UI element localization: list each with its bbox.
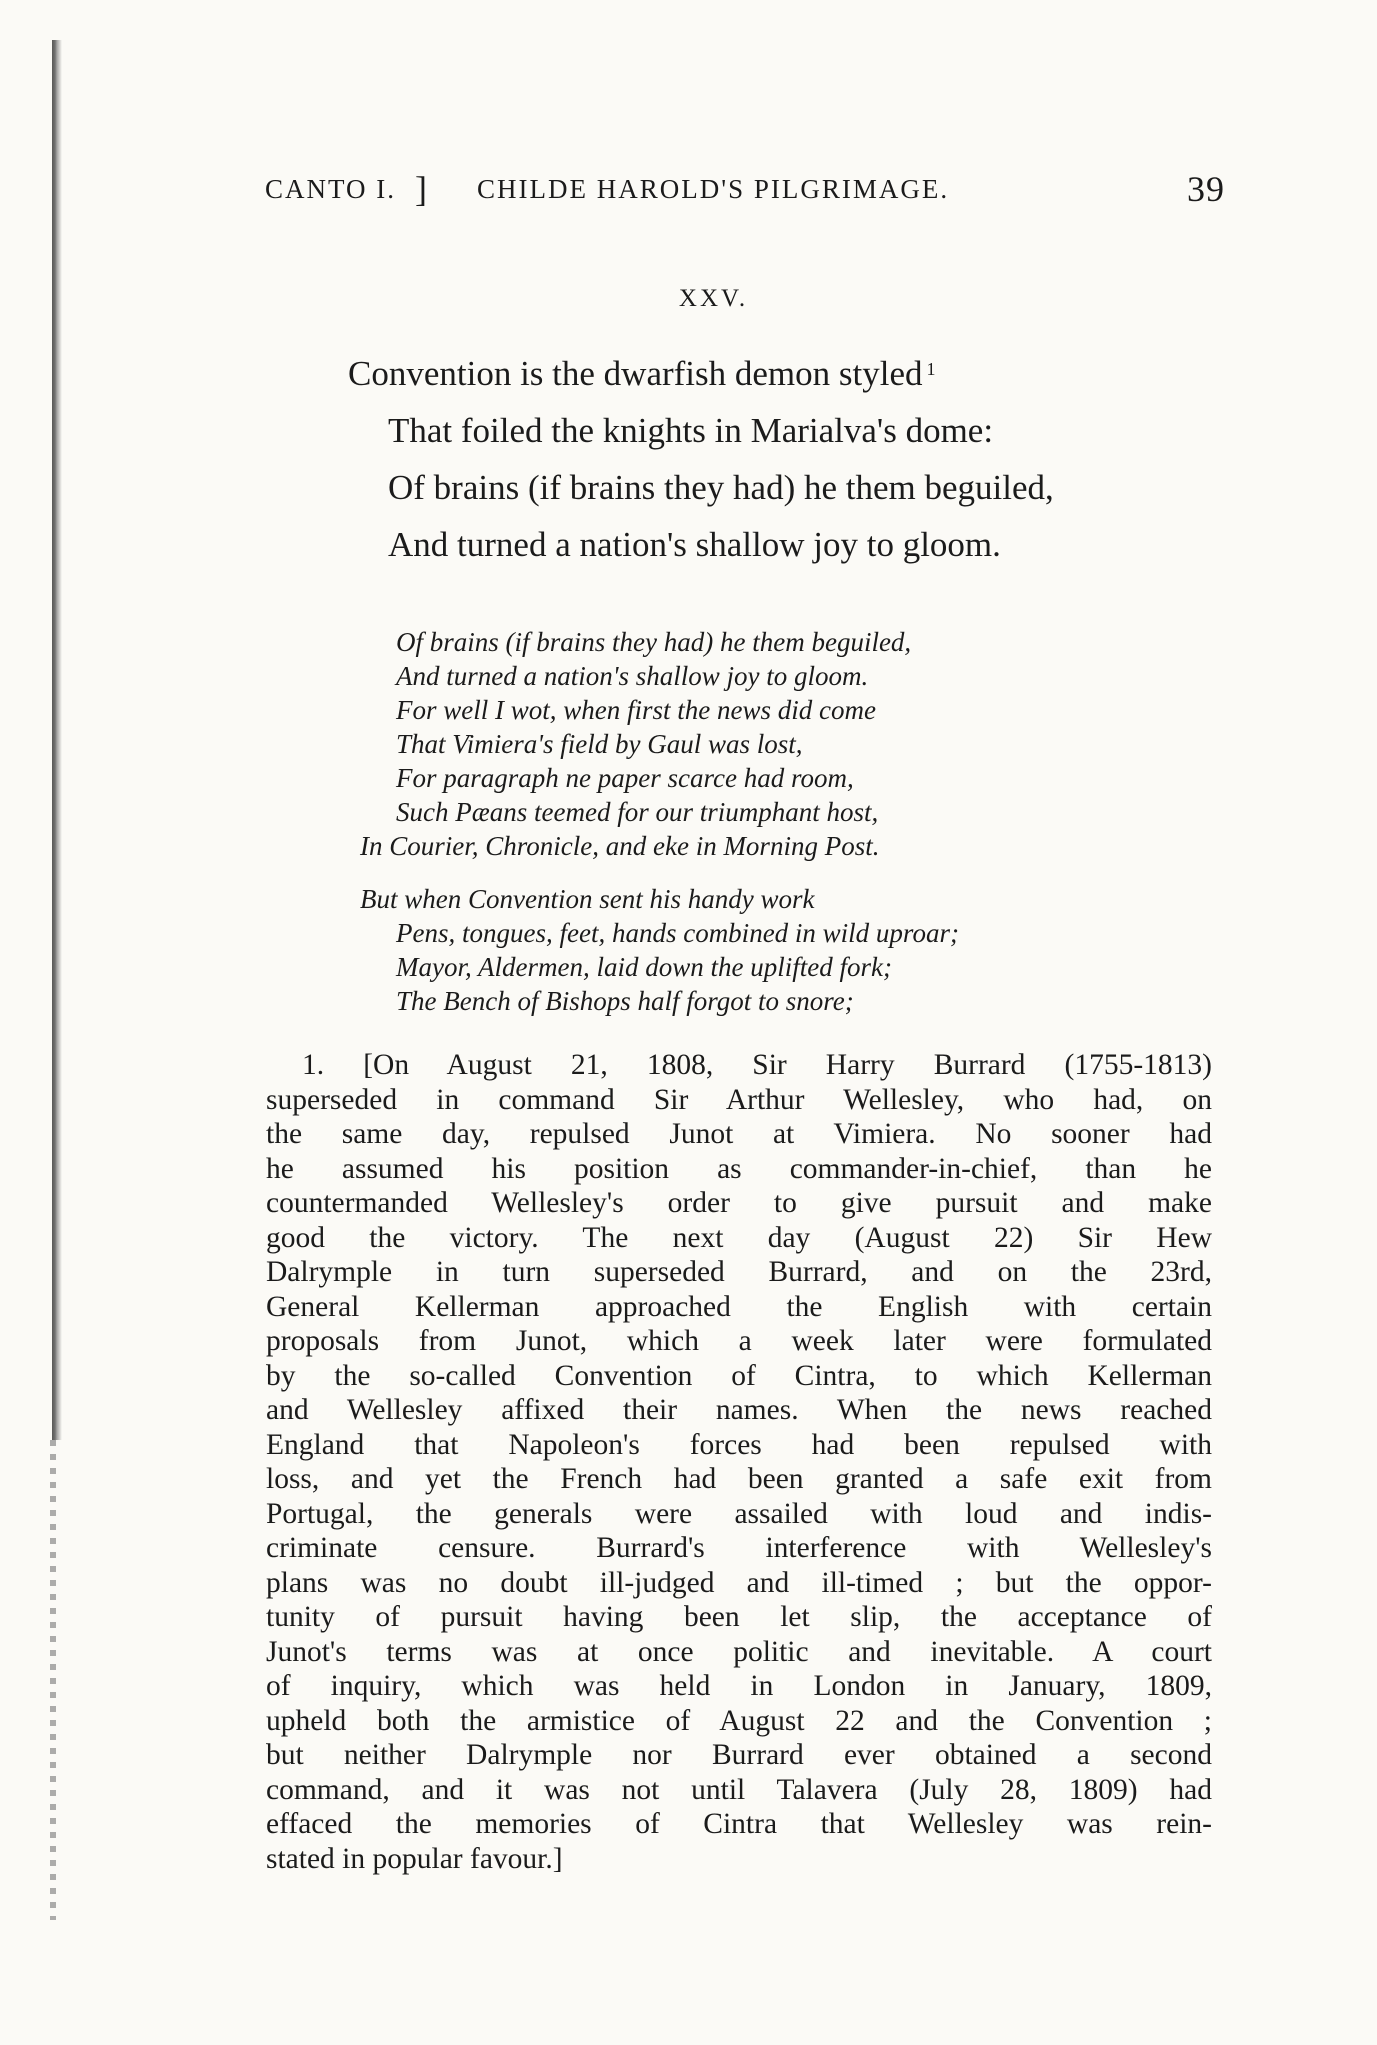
running-header [265,168,1225,212]
footnote-line: loss, and yet the French had been granted a safe exit from [266,1463,1212,1495]
header-bracket: ] [415,169,427,209]
variant-1-line-2: And turned a nation's shallow joy to gloom. [396,661,869,691]
variant-2-line-4: The Bench of Bishops half forgot to snore; [396,986,854,1016]
variant-1-line-6: Such Pæans teemed for our triumphant host, [396,797,879,827]
footnote-line: General Kellerman approached the English with certain [266,1290,1212,1323]
page-binding-edge-lower [50,1440,56,1920]
footnote-line: effaced the memories of Cintra that Wellesley was rein- [266,1808,1212,1840]
page-binding-edge [52,40,62,1440]
stanza-line-1 [348,345,1248,402]
footnote-line: stated in popular favour.] [266,1842,563,1875]
footnote-line: 1. [On August 21, 1808, Sir Harry Burrard (1755-1813) [302,1049,1212,1081]
variant-1-line-7: In Courier, Chronicle, and eke in Morning Post. [360,831,880,861]
footnote-line: good the victory. The next day (August 22) Sir Hew [266,1221,1212,1254]
footnote-line: upheld both the armistice of August 22 and the Convention ; [266,1704,1212,1737]
footnote-line: plans was no doubt ill-judged and ill-timed ; but the oppor- [266,1566,1212,1599]
canto-label: CANTO I. [265,174,397,204]
footnote-line: tunity of pursuit having been let slip, the acceptance of [266,1601,1212,1633]
footnote-line: criminate censure. Burrard's interference with Wellesley's [266,1532,1212,1564]
stanza [348,345,1248,573]
variant-1-line-4: That Vimiera's field by Gaul was lost, [396,729,803,759]
variant-reading-1 [360,625,1160,863]
page-number: 39 [1187,169,1225,209]
stanza-line-4: And turned a nation's shallow joy to gloom. [388,525,1001,564]
variant-reading-2 [360,882,1160,1018]
footnote-line: Junot's terms was at once politic and inevitable. A court [266,1635,1212,1668]
footnote-line: but neither Dalrymple nor Burrard ever obtained a second [266,1739,1212,1771]
stanza-line-2: That foiled the knights in Marialva's dome: [388,411,994,450]
variant-1-line-1: Of brains (if brains they had) he them beguiled, [396,627,912,657]
variant-2-line-2: Pens, tongues, feet, hands combined in wild uproar; [396,918,959,948]
variant-2-line-1: But when Convention sent his handy work [360,884,815,914]
footnote-line: by the so-called Convention of Cintra, to which Kellerman [266,1359,1212,1392]
footnote [266,1048,1212,1876]
footnote-line: proposals from Junot, which a week later were formulated [266,1325,1212,1357]
variant-2-line-3: Mayor, Aldermen, laid down the uplifted fork; [396,952,892,982]
footnote-line: he assumed his position as commander-in-chief, than he [266,1152,1212,1185]
footnote-line: superseded in command Sir Arthur Wellesley, who had, on [266,1083,1212,1116]
footnote-line: Portugal, the generals were assailed with loud and indis- [266,1497,1212,1530]
footnote-line: Dalrymple in turn superseded Burrard, and on the 23rd, [266,1256,1212,1288]
footnote-line: command, and it was not until Talavera (July 28, 1809) had [266,1773,1212,1806]
variant-1-line-3: For well I wot, when first the news did come [396,695,876,725]
footnote-line: countermanded Wellesley's order to give pursuit and make [266,1187,1212,1219]
stanza-line-1-text: Convention is the dwarfish demon styled [348,354,923,393]
variant-1-line-5: For paragraph ne paper scarce had room, [396,763,854,793]
running-title: CHILDE HAROLD'S PILGRIMAGE. [477,174,950,204]
footnote-marker: 1 [926,359,936,379]
stanza-number: XXV. [678,285,749,312]
footnote-line: of inquiry, which was held in London in January, 1809, [266,1670,1212,1702]
footnote-line: and Wellesley affixed their names. When the news reached [266,1394,1212,1426]
footnote-line: England that Napoleon's forces had been repulsed with [266,1428,1212,1461]
footnote-line: the same day, repulsed Junot at Vimiera. No sooner had [266,1118,1212,1150]
stanza-line-3: Of brains (if brains they had) he them beguiled, [388,468,1054,507]
